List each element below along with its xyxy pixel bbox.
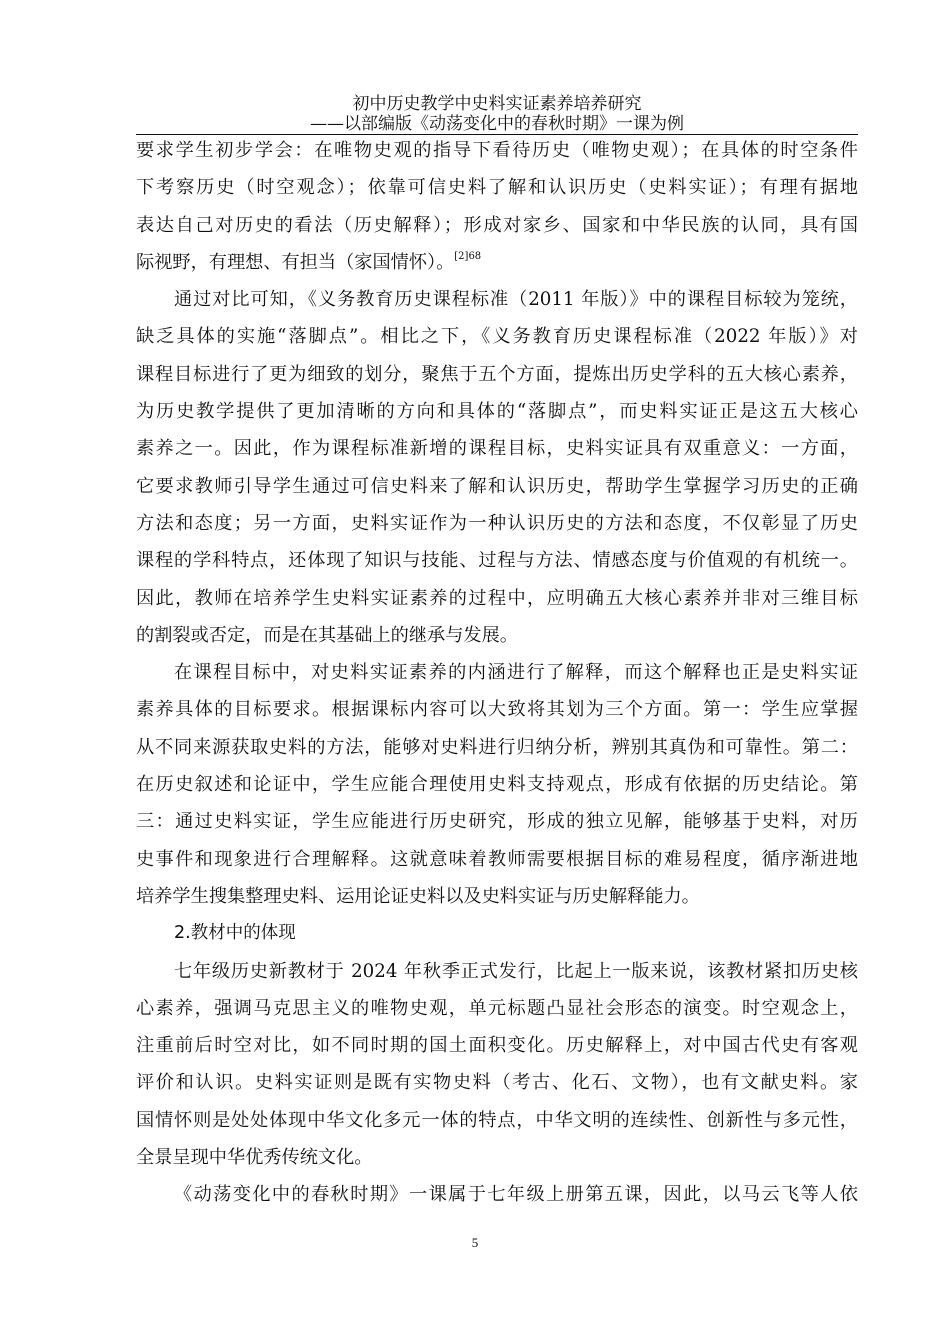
paragraph-line: 培养学生搜集整理史料、运用论证史料以及史料实证与历史解释能力。 xyxy=(136,885,700,907)
paragraph-line: 下考察历史（时空观念）；依靠可信史料了解和认识历史（史料实证）；有理有据地 xyxy=(136,177,858,199)
body-text xyxy=(136,132,858,1214)
paragraph-line: 评价和认识。史料实证则是既有实物史料（考古、化石、文物），也有文献史料。家 xyxy=(136,1072,858,1094)
page-number: 5 xyxy=(471,1235,479,1250)
paragraph-line: 缺乏具体的实施“落脚点”。相比之下，《义务教育历史课程标准（2022 年版）》对 xyxy=(136,326,858,348)
paragraph-line: 因此，教师在培养学生史料实证素养的过程中，应明确五大核心素养并非对三维目标 xyxy=(136,587,858,609)
paragraph-line: 七年级历史新教材于 2024 年秋季正式发行，比起上一版来说，该教材紧扣历史核 xyxy=(174,960,858,982)
paragraph-line: 全景呈现中华优秀传统文化。 xyxy=(136,1147,373,1169)
paragraph-line: 《动荡变化中的春秋时期》一课属于七年级上册第五课，因此，以马云飞等人依 xyxy=(174,1184,858,1206)
paragraph-line: 课程目标进行了更为细致的划分，聚焦于五个方面，提炼出历史学科的五大核心素养， xyxy=(136,363,858,385)
section-heading: 2.教材中的体现 xyxy=(174,923,296,944)
paragraph-line: 课程的学科特点，还体现了知识与技能、过程与方法、情感态度与价值观的有机统一。 xyxy=(136,550,858,572)
paragraph-line: 从不同来源获取史料的方法，能够对史料进行归纳分析，辨别其真伪和可靠性。第二： xyxy=(136,736,858,758)
paragraph-line: 注重前后时空对比，如不同时期的国土面积变化。历史解释上，对中国古代史有客观 xyxy=(136,1035,858,1057)
paragraph-line: 国情怀则是处处体现中华文化多元一体的特点，中华文明的连续性、创新性与多元性， xyxy=(136,1109,858,1131)
paragraph-line: 表达自己对历史的看法（历史解释）；形成对家乡、国家和中华民族的认同，具有国 xyxy=(136,214,858,236)
paragraph-line: 要求学生初步学会：在唯物史观的指导下看待历史（唯物史观）；在具体的时空条件 xyxy=(136,140,858,161)
paragraph-line: 史事件和现象进行合理解释。这就意味着教师需要根据目标的难易程度，循序渐进地 xyxy=(136,848,858,870)
running-header-subtitle: ——以部编版《动荡变化中的春秋时期》一课为例 xyxy=(310,114,684,134)
paragraph-line: 素养具体的目标要求。根据课标内容可以大致将其划为三个方面。第一：学生应掌握 xyxy=(136,699,858,721)
paragraph-line: 素养之一。因此，作为课程标准新增的课程目标，史料实证具有双重意义：一方面， xyxy=(136,438,858,460)
citation-ref: [2]68 xyxy=(454,250,482,262)
paragraph-line: 在课程目标中，对史料实证素养的内涵进行了解释，而这个解释也正是史料实证 xyxy=(174,662,858,684)
paragraph-line: 方法和态度；另一方面，史料实证作为一种认识历史的方法和态度，不仅彰显了历史 xyxy=(136,512,858,534)
paragraph-line: 三：通过史料实证，学生应能进行历史研究，形成的独立见解，能够基于史料，对历 xyxy=(136,811,858,833)
paragraph-line: 通过对比可知，《义务教育历史课程标准（2011 年版）》中的课程目标较为笼统， xyxy=(174,289,858,311)
paragraph-line: 心素养，强调马克思主义的唯物史观，单元标题凸显社会形态的演变。时空观念上， xyxy=(136,997,858,1019)
paragraph-line: 在历史叙述和论证中，学生应能合理使用史料支持观点，形成有依据的历史结论。第 xyxy=(136,774,858,796)
running-header-title: 初中历史教学中史料实证素养培养研究 xyxy=(352,94,642,114)
paragraph-line: 为历史教学提供了更加清晰的方向和具体的“落脚点”，而史料实证正是这五大核心 xyxy=(136,401,858,423)
paragraph-text: 际视野，有理想、有担当（家国情怀）。 xyxy=(136,251,455,273)
paragraph-line: 的割裂或否定，而是在其基础上的继承与发展。 xyxy=(136,624,518,646)
paragraph-line: 它要求教师引导学生通过可信史料来了解和认识历史，帮助学生掌握学习历史的正确 xyxy=(136,475,858,497)
paragraph-line xyxy=(136,244,858,281)
